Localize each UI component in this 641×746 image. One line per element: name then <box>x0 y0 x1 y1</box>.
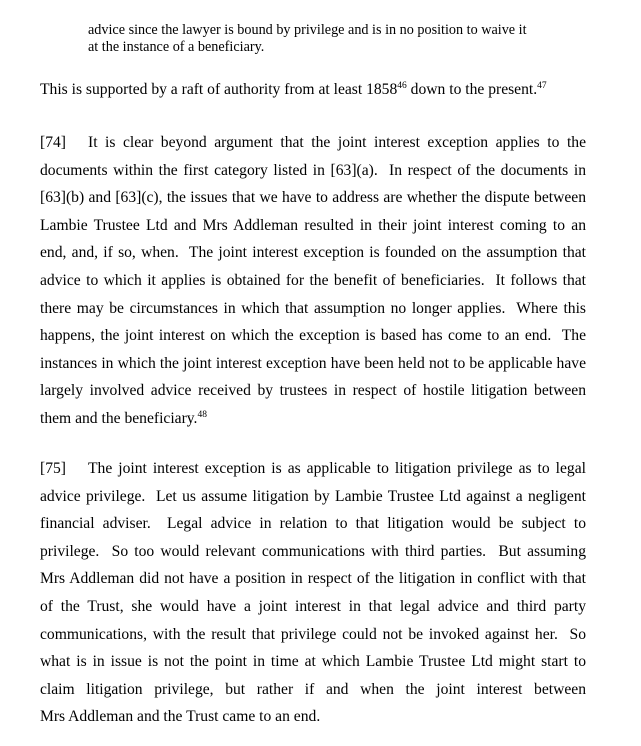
paragraph-line <box>40 405 586 433</box>
paragraph-number: [74] <box>40 134 66 151</box>
quote-line: at the instance of a beneficiary. <box>88 39 265 55</box>
paragraph-74 <box>40 129 586 433</box>
support-text-before: This is supported by a raft of authority from at least 1858 <box>40 81 398 98</box>
paragraph-line: instances in which the joint interest exception have been held not to be applicable have <box>40 354 586 372</box>
footnote-ref-48[interactable]: 48 <box>197 409 207 420</box>
paragraph-75 <box>40 455 586 731</box>
paragraph-line: communications, with the result that privilege could not be invoked against her. So <box>40 625 586 643</box>
support-text-middle: down to the present. <box>406 81 538 98</box>
paragraph-line: largely involved advice received by trustees in respect of hostile litigation between <box>40 382 586 400</box>
paragraph-line: advice privilege. Let us assume litigation by Lambie Trustee Ltd against a negligent <box>40 487 586 505</box>
paragraph-line: what is in issue is not the point in time at which Lambie Trustee Ltd might start to <box>40 653 586 671</box>
paragraph-line-text: The joint interest exception is as applicable to litigation privilege as to legal <box>88 460 586 477</box>
block-quote <box>88 22 558 56</box>
paragraph-line <box>40 455 586 483</box>
quote-line: advice since the lawyer is bound by privilege and is in no position to waive it <box>88 22 527 38</box>
paragraph-line: happens, the joint interest on which the exception is based has come to an end. The <box>40 327 586 345</box>
paragraph-line: Mrs Addleman did not have a position in respect of the litigation in conflict with that <box>40 570 586 588</box>
footnote-ref-47[interactable]: 47 <box>537 81 547 91</box>
supporting-sentence <box>40 80 547 100</box>
paragraph-line: financial adviser. Legal advice in relation to that litigation would be subject to <box>40 515 586 533</box>
paragraph-line: advice to which it applies is obtained for the benefit of beneficiaries. It follows that <box>40 271 586 289</box>
paragraph-line: of the Trust, she would have a joint interest in that legal advice and third party <box>40 597 586 615</box>
paragraph-line: claim litigation privilege, but rather if and when the joint interest between <box>40 680 586 698</box>
paragraph-line <box>40 129 586 157</box>
paragraph-line-text: It is clear beyond argument that the joint interest exception applies to the <box>88 134 586 151</box>
paragraph-line-text: them and the beneficiary. <box>40 409 198 427</box>
paragraph-line: privilege. So too would relevant communications with third parties. But assuming <box>40 542 586 560</box>
paragraph-line: Lambie Trustee Ltd and Mrs Addleman resulted in their joint interest coming to an <box>40 216 586 234</box>
paragraph-line: Mrs Addleman and the Trust came to an end. <box>40 708 321 726</box>
paragraph-line: documents within the first category listed in [63](a). In respect of the documents in <box>40 161 586 179</box>
paragraph-line: end, and, if so, when. The joint interest exception is founded on the assumption that <box>40 244 586 262</box>
paragraph-number: [75] <box>40 460 66 477</box>
paragraph-line: there may be circumstances in which that assumption no longer applies. Where this <box>40 299 586 317</box>
paragraph-line: [63](b) and [63](c), the issues that we have to address are whether the dispute between <box>40 189 586 207</box>
footnote-ref-46[interactable]: 46 <box>397 81 407 91</box>
